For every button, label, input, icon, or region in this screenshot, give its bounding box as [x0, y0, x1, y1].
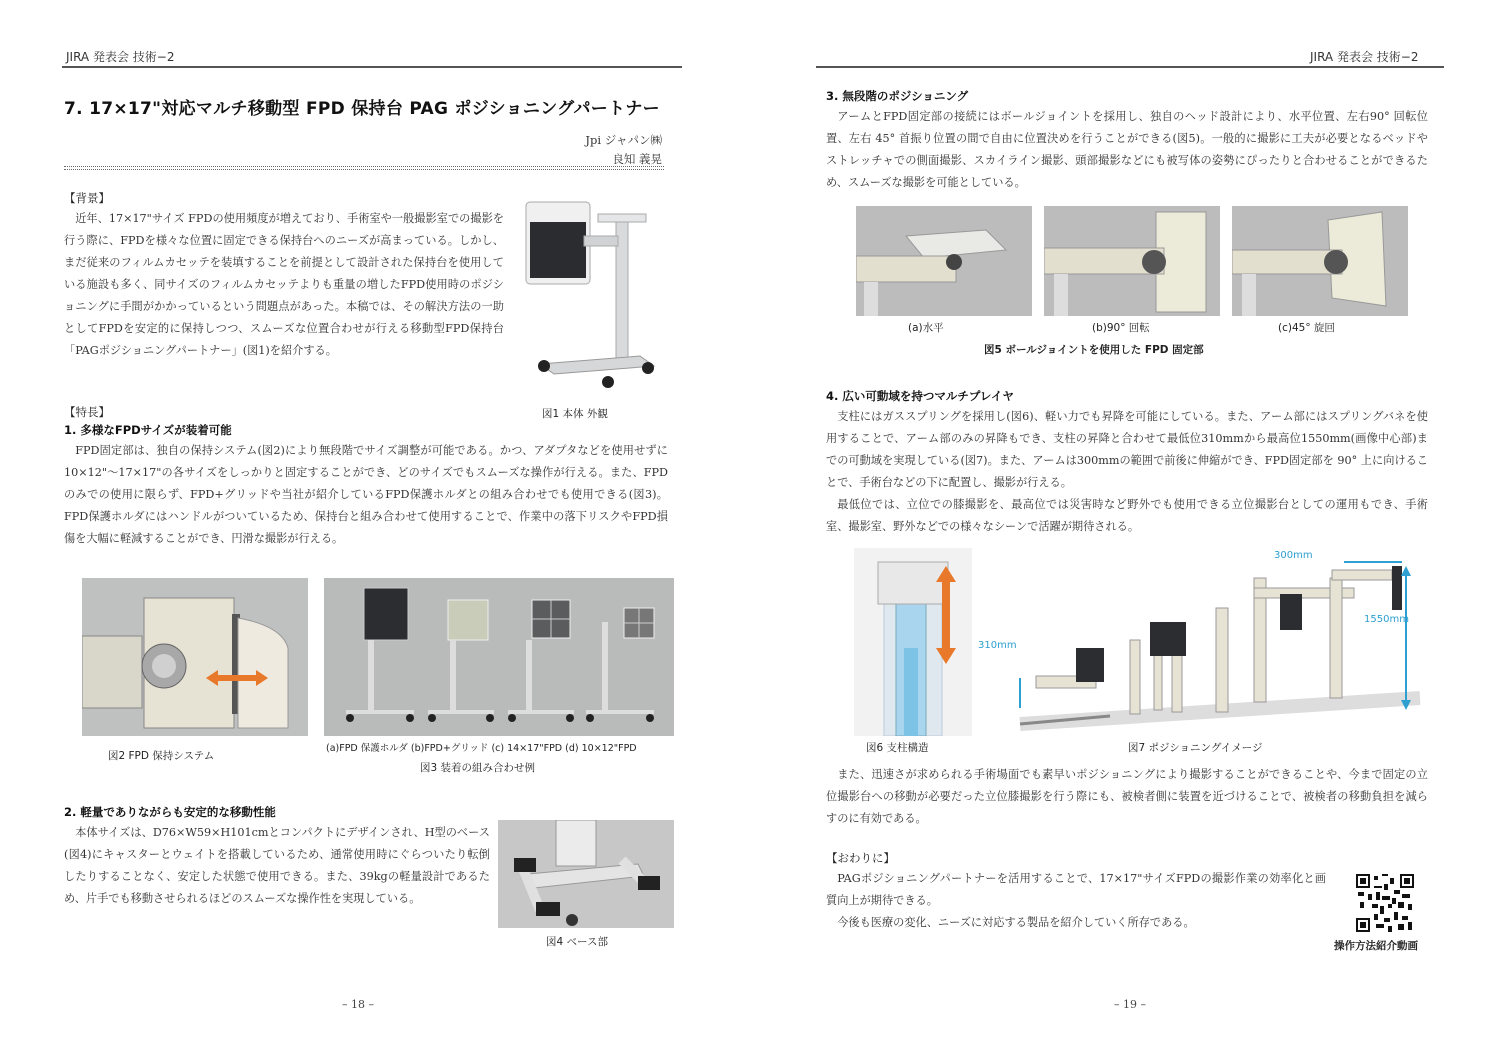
fig1-image: [520, 196, 660, 392]
fig4-caption: 図4 ベース部: [546, 936, 608, 948]
feature1-text: FPD固定部は、独自の保持システム(図2)により無段階でサイズ調整が可能である。かつ、アダプタなどを使用せずに10×12"～17×17"の各サイズをしっかりと固定することができ、どのサイズでもスムーズな操作が行える。また、FPDのみでの使用に限らず、FPD+グリッドや当社が紹介しているFPD保護ホルダとの組み合わせでも使用できる(図3)。FPD保護ホルダにはハンドルがついているため、保持台と組み合わせて使用することで、作業中の落下リスクやFPD損傷を大幅に軽減することができ、円滑な撮影が行える。: [64, 444, 668, 545]
feature4-heading: 4. 広い可動域を持つマルチプレイヤ: [826, 389, 1014, 403]
article-title: 7. 17×17"対応マルチ移動型 FPD 保持台 PAG ポジショニングパートナー: [64, 99, 660, 119]
qr-code[interactable]: [1356, 874, 1414, 932]
fig7-caption: 図7 ポジショニングイメージ: [1128, 742, 1263, 754]
fig3-subcaptions: (a)FPD 保護ホルダ (b)FPD+グリッド (c) 14×17"FPD (d) 10×12"FPD: [326, 743, 637, 754]
fig7-image: [980, 548, 1440, 736]
dim-300-label: 300mm: [1274, 550, 1313, 561]
left-page-number: – 18 –: [342, 998, 374, 1011]
left-header-rule: [62, 66, 682, 68]
fig2-image: [82, 578, 308, 736]
background-heading: 【背景】: [64, 191, 110, 205]
qr-caption: 操作方法紹介動画: [1334, 940, 1418, 952]
fig3-caption: 図3 装着の組み合わせ例: [420, 762, 536, 774]
right-header-rule: [816, 66, 1444, 68]
right-page-number: – 19 –: [1114, 998, 1146, 1011]
dim-310-label: 310mm: [978, 640, 1017, 651]
feature3-text: アームとFPD固定部の接続にはボールジョイントを採用し、独自のヘッド設計により、水平位置、左右90° 回転位置、左右 45° 首振り位置の間で自由に位置決めを行うことができる(図5)。一般的に撮影に工夫が必要となるベッドやストレッチャでの側面撮影、スカイライン撮影、頭部撮影などにも被写体の姿勢にぴったりと合わせることができるため、スムーズな撮影を可能としている。: [826, 110, 1428, 189]
closing-heading: 【おわりに】: [826, 851, 895, 865]
fig5c-caption: (c)45° 旋回: [1278, 322, 1335, 334]
title-divider: [64, 166, 664, 167]
fig6-image: [854, 548, 972, 736]
feature4-text-1: 支柱にはガススプリングを採用し(図6)、軽い力でも昇降を可能にしている。また、アーム部にはスプリングバネを使用することで、アーム部のみの昇降もでき、支柱の昇降と合わせて最低位310mmから最高位1550mm(画像中心部)までの可動域を実現している(図7)。また、アームは300mmの範囲で前後に伸縮ができ、FPD固定部を 90° 上に向けることで、手術台などの下に配置し、撮影が行える。: [826, 410, 1428, 489]
closing-text-1: PAGポジショニングパートナーを活用することで、17×17"サイズFPDの撮影作業の効率化と画質向上が期待できる。: [826, 872, 1326, 907]
fig1-caption: 図1 本体 外観: [542, 408, 608, 420]
right-header: JIRA 発表会 技術−2: [1310, 50, 1419, 64]
fig4-image: [498, 820, 674, 928]
fig5c-image: [1232, 206, 1408, 316]
fig5b-caption: (b)90° 回転: [1092, 322, 1150, 334]
company-name: Jpi ジャパン㈱: [585, 133, 662, 147]
left-header: JIRA 発表会 技術−2: [66, 50, 175, 64]
fig5-caption: 図5 ボールジョイントを使用した FPD 固定部: [984, 344, 1204, 356]
title-divider-2: [64, 169, 664, 170]
fig6-caption: 図6 支柱構造: [866, 742, 929, 754]
fig5a-image: [856, 206, 1032, 316]
feature4-text-3: また、迅速さが求められる手術場面でも素早いポジショニングにより撮影することができることや、今まで固定の立位撮影台への移動が必要だった立位膝撮影を行う際にも、被検者側に装置を近づけることで、被検者の移動負担を減らすのに有効である。: [826, 768, 1428, 825]
closing-text-2: 今後も医療の変化、ニーズに対応する製品を紹介していく所存である。: [837, 916, 1195, 929]
fig5a-caption: (a)水平: [908, 322, 944, 334]
features-heading: 【特長】: [64, 405, 110, 419]
feature2-text: 本体サイズは、D76×W59×H101cmとコンパクトにデザインされ、H型のベース(図4)にキャスターとウェイトを搭載しているため、通常使用時にぐらついたり転倒したりすることなく、安定した状態で使用できる。また、39kgの軽量設計であるため、片手でも移動させられるほどのスムーズな操作性を実現している。: [64, 826, 490, 905]
right-page: [754, 0, 1508, 1050]
feature2-heading: 2. 軽量でありながらも安定的な移動性能: [64, 805, 276, 819]
author-name: 良知 義晃: [612, 152, 662, 166]
fig5b-image: [1044, 206, 1220, 316]
fig2-caption: 図2 FPD 保持システム: [108, 750, 215, 762]
feature1-heading: 1. 多様なFPDサイズが装着可能: [64, 423, 232, 437]
feature4-text-2: 最低位では、立位での膝撮影を、最高位では災害時など野外でも使用できる立位撮影台としての運用もでき、手術室、撮影室、野外などでの様々なシーンで活躍が期待される。: [826, 498, 1428, 533]
dim-1550-label: 1550mm: [1364, 614, 1409, 625]
background-text: 近年、17×17"サイズ FPDの使用頻度が増えており、手術室や一般撮影室での撮影を行う際に、FPDを様々な位置に固定できる保持台へのニーズが高まっている。しかし、まだ従来のフィルムカセッテを装填することを前提として設計された保持台を使用している施設も多く、同サイズのフィルムカセッテよりも重量の増したFPD使用時のポジショニングに手間がかかっているという問題点があった。本稿では、その解決方法の一助としてFPDを安定的に保持しつつ、スムーズな位置合わせが行える移動型FPD保持台「PAGポジショニングパートナー」(図1)を紹介する。: [64, 212, 504, 357]
fig3-image: [324, 578, 674, 736]
feature3-heading: 3. 無段階のポジショニング: [826, 89, 969, 103]
